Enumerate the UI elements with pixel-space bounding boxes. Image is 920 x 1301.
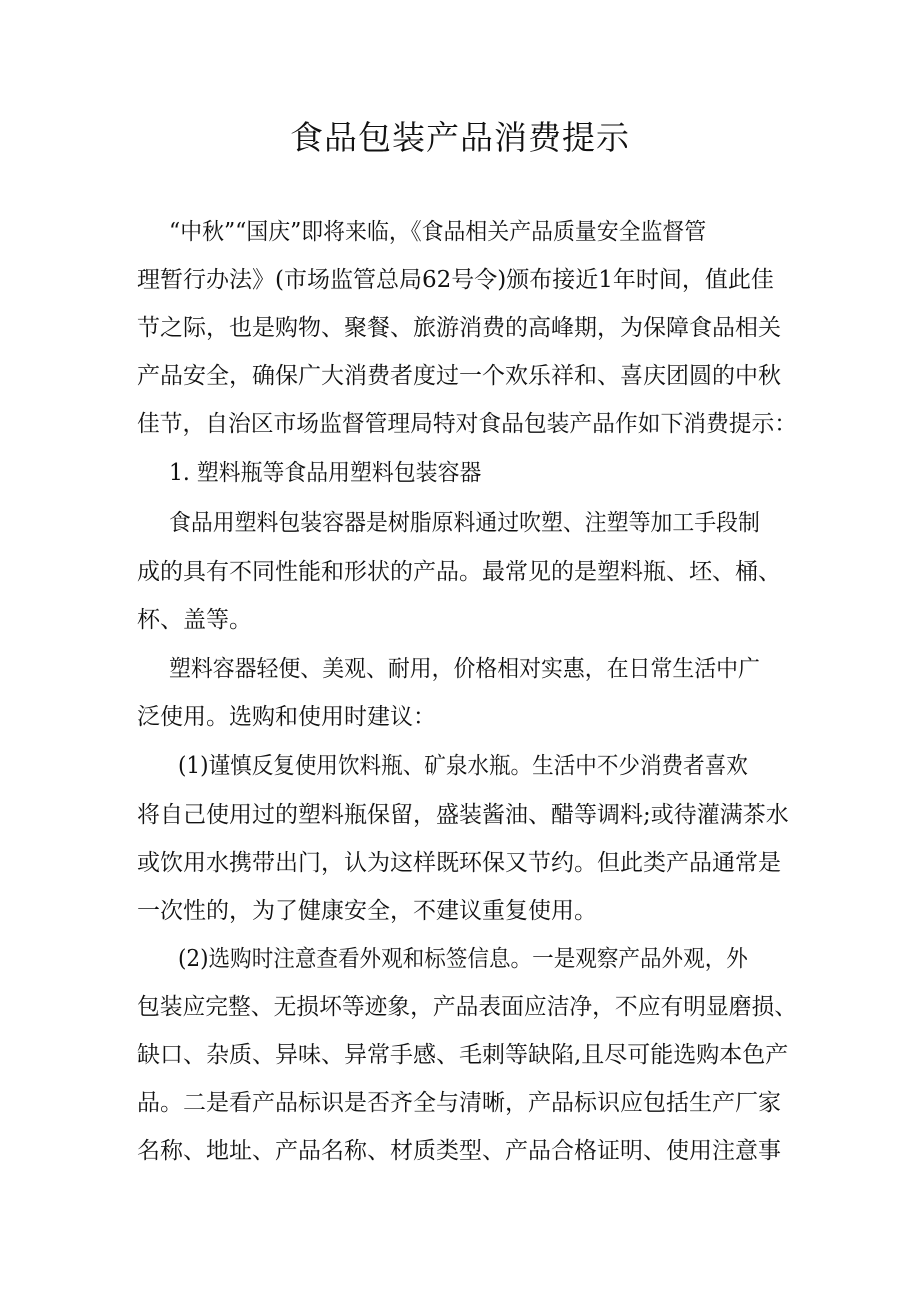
paragraph-line: 泛使用。选购和使用时建议： bbox=[137, 704, 436, 730]
paragraph-line: 节之际，也是购物、聚餐、旅游消费的高峰期，为保障食品相关 bbox=[137, 315, 781, 341]
paragraph-line: 产品安全，确保广大消费者度过一个欢乐祥和、喜庆团圆的中秋 bbox=[137, 363, 781, 389]
paragraph-line: 佳节，自治区市场监督管理局特对食品包装产品作如下消费提示： bbox=[137, 411, 797, 437]
paragraph-line: 品。二是看产品标识是否齐全与清晰，产品标识应包括生产厂家 bbox=[137, 1090, 781, 1116]
section-heading: 1. 塑料瓶等食品用塑料包装容器 bbox=[169, 460, 482, 486]
paragraph-line: 食品用塑料包装容器是树脂原料通过吹塑、注塑等加工手段制 bbox=[169, 510, 760, 536]
paragraph-line: 名称、地址、产品名称、材质类型、产品合格证明、使用注意事 bbox=[137, 1138, 781, 1164]
paragraph-line: 塑料容器轻便、美观、耐用，价格相对实惠，在日常生活中广 bbox=[169, 656, 760, 682]
paragraph-line: 成的具有不同性能和形状的产品。最常见的是塑料瓶、坯、桶、 bbox=[137, 559, 781, 585]
paragraph-line: “中秋”“国庆”即将来临，《食品相关产品质量安全监督管 bbox=[169, 219, 707, 245]
paragraph-line: 理暂行办法》(市场监管总局62号令)颁布接近1年时间，值此佳 bbox=[137, 267, 774, 293]
paragraph-line: 包装应完整、无损坏等迹象，产品表面应洁净，不应有明显磨损、 bbox=[137, 994, 797, 1020]
paragraph-line: 一次性的，为了健康安全，不建议重复使用。 bbox=[137, 898, 597, 924]
list-item-line: (1)谨慎反复使用饮料瓶、矿泉水瓶。生活中不少消费者喜欢 bbox=[178, 753, 748, 779]
list-item-line: (2)选购时注意查看外观和标签信息。一是观察产品外观，外 bbox=[178, 946, 748, 972]
paragraph-line: 缺口、杂质、异味、异常手感、毛刺等缺陷,且尽可能选购本色产 bbox=[137, 1042, 789, 1068]
paragraph-line: 或饮用水携带出门，认为这样既环保又节约。但此类产品通常是 bbox=[137, 850, 781, 876]
paragraph-line: 杯、盖等。 bbox=[137, 607, 252, 633]
document-title: 食品包装产品消费提示 bbox=[290, 118, 630, 157]
paragraph-line: 将自己使用过的塑料瓶保留，盛装酱油、醋等调料;或待灌满茶水 bbox=[137, 802, 789, 828]
